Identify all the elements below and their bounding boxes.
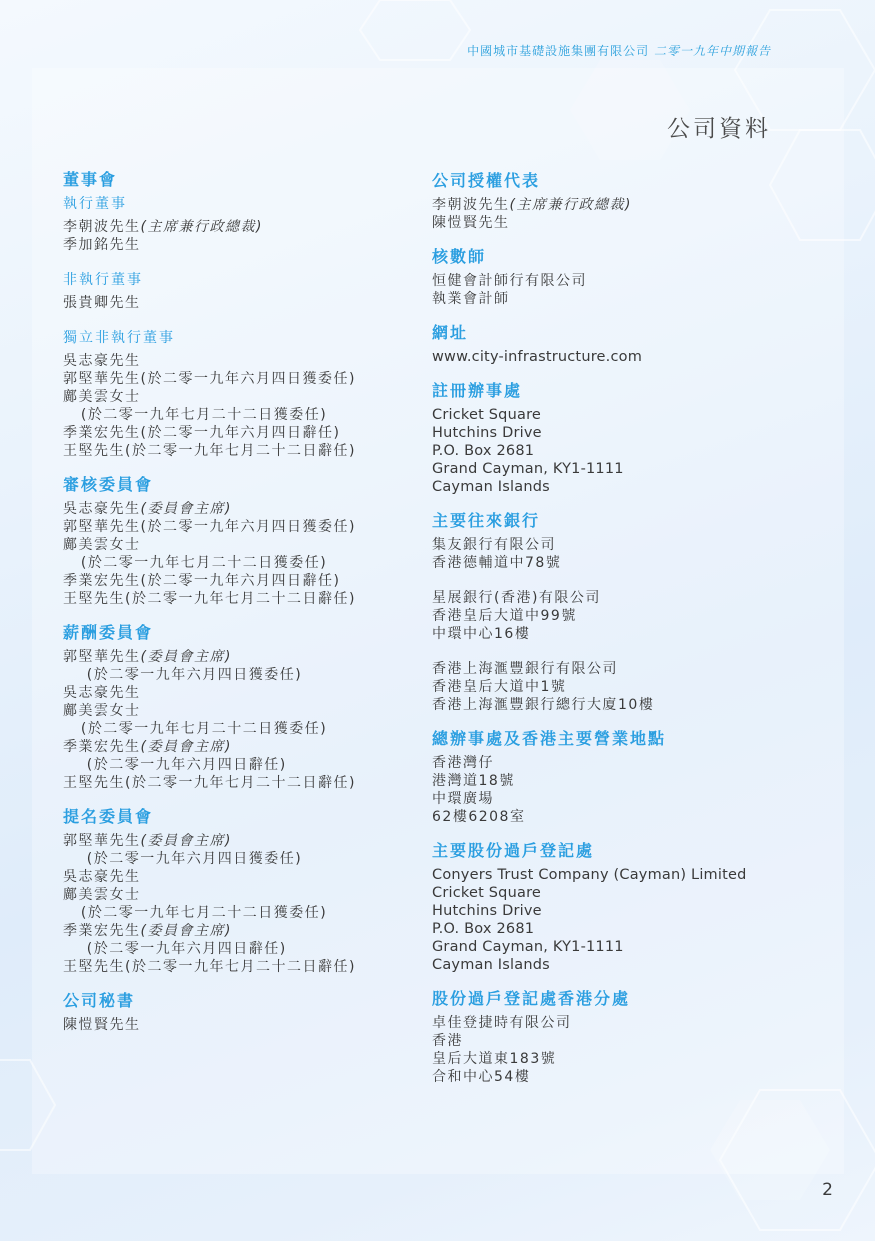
address-line: P.O. Box 2681 bbox=[432, 443, 535, 459]
representative-name: 李朝波先生 bbox=[432, 197, 510, 213]
address-line: Cricket Square bbox=[432, 407, 542, 423]
section-title-registered-office: 註冊辦事處 bbox=[432, 381, 523, 400]
address-line: Hutchins Drive bbox=[432, 903, 542, 919]
address-line: Grand Cayman, KY1-1111 bbox=[432, 939, 624, 955]
member-line bbox=[63, 738, 418, 756]
member-line: 郭堅華先生(於二零一九年六月四日獲委任) bbox=[63, 519, 356, 535]
address-line: 香港 bbox=[432, 1033, 463, 1049]
subsection-title-executive: 執行董事 bbox=[63, 196, 127, 212]
director-line bbox=[63, 218, 418, 236]
address-line: Cayman Islands bbox=[432, 479, 550, 495]
bank-line: 中環中心16樓 bbox=[432, 626, 531, 642]
director-role: (主席兼行政總裁) bbox=[140, 219, 263, 235]
member-line: (於二零一九年七月二十二日獲委任) bbox=[63, 721, 328, 737]
member-line: 鄺美雲女士 bbox=[63, 703, 141, 719]
member-line: 鄺美雲女士 bbox=[63, 537, 141, 553]
member-line: (於二零一九年七月二十二日獲委任) bbox=[63, 555, 328, 571]
member-role: (委員會主席) bbox=[140, 923, 232, 939]
member-role: (委員會主席) bbox=[140, 833, 232, 849]
member-line: 季業宏先生(於二零一九年六月四日辭任) bbox=[63, 573, 341, 589]
running-header bbox=[467, 42, 771, 59]
website-url: www.city-infrastructure.com bbox=[432, 349, 643, 365]
member-line: 吳志豪先生 bbox=[63, 869, 141, 885]
address-line: 合和中心54樓 bbox=[432, 1069, 531, 1085]
section-title-company-secretary: 公司秘書 bbox=[63, 991, 136, 1010]
member-name: 季業宏先生 bbox=[63, 923, 141, 939]
section-title-remuneration-committee: 薪酬委員會 bbox=[63, 623, 154, 642]
right-column bbox=[432, 170, 792, 1086]
section-title-head-office: 總辦事處及香港主要營業地點 bbox=[432, 729, 667, 748]
section-title-share-registrar: 主要股份過戶登記處 bbox=[432, 841, 595, 860]
section-title-audit-committee: 審核委員會 bbox=[63, 475, 154, 494]
auditor-line: 執業會計師 bbox=[432, 291, 510, 307]
representative-line bbox=[432, 196, 792, 214]
address-line: Conyers Trust Company (Cayman) Limited bbox=[432, 867, 747, 883]
page-title: 公司資料 bbox=[667, 116, 771, 142]
member-line: 鄺美雲女士 bbox=[63, 887, 141, 903]
subsection-title-independent: 獨立非執行董事 bbox=[63, 330, 175, 346]
member-line bbox=[63, 832, 418, 850]
director-line: 吳志豪先生 bbox=[63, 353, 141, 369]
representative-line: 陳愷賢先生 bbox=[432, 215, 510, 231]
bank-line: 星展銀行(香港)有限公司 bbox=[432, 590, 601, 606]
secretary-line: 陳愷賢先生 bbox=[63, 1017, 141, 1033]
member-line: 王堅先生(於二零一九年七月二十二日辭任) bbox=[63, 959, 356, 975]
address-line: 62樓6208室 bbox=[432, 809, 526, 825]
auditor-line: 恒健會計師行有限公司 bbox=[432, 273, 587, 289]
member-line: (於二零一九年六月四日辭任) bbox=[63, 757, 287, 773]
member-line: (於二零一九年六月四日獲委任) bbox=[63, 667, 303, 683]
section-title-website: 網址 bbox=[432, 323, 469, 342]
section-title-principal-bankers: 主要往來銀行 bbox=[432, 511, 541, 530]
director-line: 郭堅華先生(於二零一九年六月四日獲委任) bbox=[63, 371, 356, 387]
address-line: 港灣道18號 bbox=[432, 773, 515, 789]
representative-role: (主席兼行政總裁) bbox=[509, 197, 632, 213]
director-line: (於二零一九年七月二十二日獲委任) bbox=[63, 407, 328, 423]
bank-line: 集友銀行有限公司 bbox=[432, 537, 556, 553]
header-report: 二零一九年中期報告 bbox=[653, 44, 771, 58]
address-line: Cricket Square bbox=[432, 885, 542, 901]
address-line: Hutchins Drive bbox=[432, 425, 542, 441]
section-title-nomination-committee: 提名委員會 bbox=[63, 807, 154, 826]
address-line: 中環廣場 bbox=[432, 791, 494, 807]
director-name: 李朝波先生 bbox=[63, 219, 141, 235]
bank-line: 香港上海滙豐銀行有限公司 bbox=[432, 661, 618, 677]
subsection-title-non-executive: 非執行董事 bbox=[63, 272, 143, 288]
member-role: (委員會主席) bbox=[140, 739, 232, 755]
member-role: (委員會主席) bbox=[140, 649, 232, 665]
director-line: 季業宏先生(於二零一九年六月四日辭任) bbox=[63, 425, 341, 441]
address-line: P.O. Box 2681 bbox=[432, 921, 535, 937]
director-line: 鄺美雲女士 bbox=[63, 389, 141, 405]
section-title-authorised-representatives: 公司授權代表 bbox=[432, 171, 541, 190]
address-line: Cayman Islands bbox=[432, 957, 550, 973]
member-line bbox=[63, 922, 418, 940]
bank-line: 香港德輔道中78號 bbox=[432, 555, 562, 571]
director-line: 張貴卿先生 bbox=[63, 295, 141, 311]
member-line: 吳志豪先生 bbox=[63, 685, 141, 701]
address-line: 皇后大道東183號 bbox=[432, 1051, 557, 1067]
member-line: (於二零一九年七月二十二日獲委任) bbox=[63, 905, 328, 921]
address-line: 卓佳登捷時有限公司 bbox=[432, 1015, 572, 1031]
member-role: (委員會主席) bbox=[140, 501, 232, 517]
director-line: 季加銘先生 bbox=[63, 237, 141, 253]
member-line bbox=[63, 648, 418, 666]
member-line: 王堅先生(於二零一九年七月二十二日辭任) bbox=[63, 775, 356, 791]
header-company: 中國城市基礎設施集團有限公司 bbox=[467, 44, 650, 58]
member-name: 郭堅華先生 bbox=[63, 833, 141, 849]
address-line: Grand Cayman, KY1-1111 bbox=[432, 461, 624, 477]
member-name: 季業宏先生 bbox=[63, 739, 141, 755]
section-title-auditor: 核數師 bbox=[432, 247, 487, 266]
bank-line: 香港皇后大道中1號 bbox=[432, 679, 567, 695]
address-line: 香港灣仔 bbox=[432, 755, 494, 771]
director-line: 王堅先生(於二零一九年七月二十二日辭任) bbox=[63, 443, 356, 459]
bank-line: 香港上海滙豐銀行總行大廈10樓 bbox=[432, 697, 655, 713]
left-column bbox=[63, 170, 418, 1034]
member-name: 郭堅華先生 bbox=[63, 649, 141, 665]
page-number: 2 bbox=[822, 1180, 833, 1200]
member-name: 吳志豪先生 bbox=[63, 501, 141, 517]
member-line: (於二零一九年六月四日辭任) bbox=[63, 941, 287, 957]
member-line: (於二零一九年六月四日獲委任) bbox=[63, 851, 303, 867]
bank-line: 香港皇后大道中99號 bbox=[432, 608, 577, 624]
member-line bbox=[63, 500, 418, 518]
member-line: 王堅先生(於二零一九年七月二十二日辭任) bbox=[63, 591, 356, 607]
section-title-hk-branch-registrar: 股份過戶登記處香港分處 bbox=[432, 989, 631, 1008]
section-title-board: 董事會 bbox=[63, 170, 118, 189]
